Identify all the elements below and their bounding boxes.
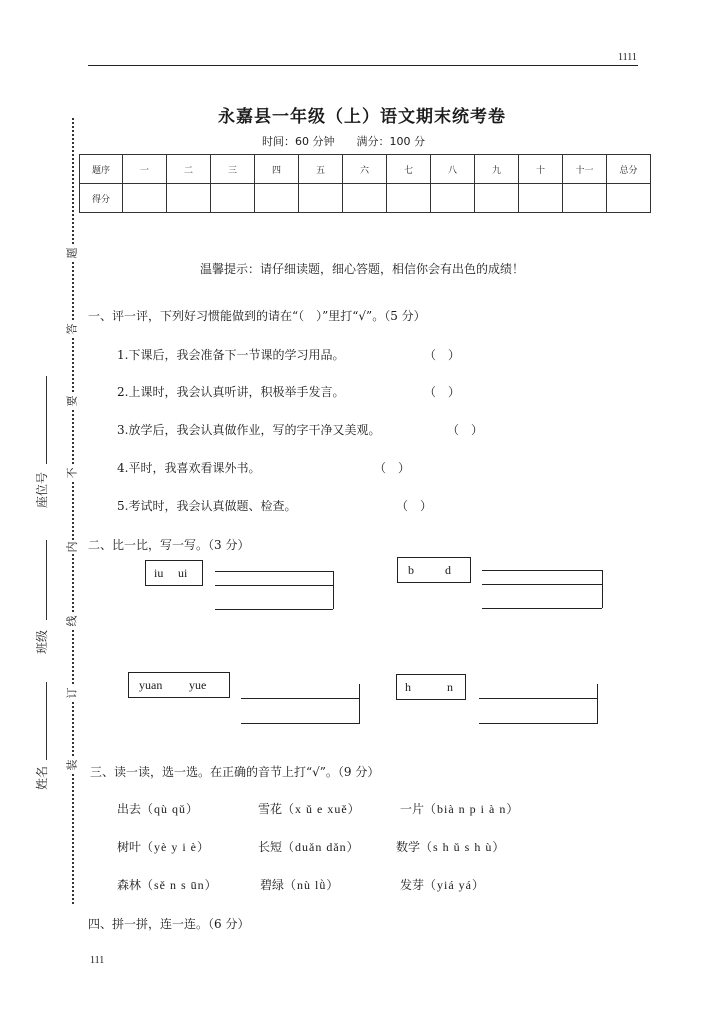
section-1-item-3: 3.放学后，我会认真做作业，写的字干净又美观。 <box>117 423 381 437</box>
exam-title-row <box>0 102 724 127</box>
name-field[interactable] <box>46 682 47 760</box>
pinyin-choice-item[interactable] <box>260 876 339 893</box>
section-1-item-5: 5.考试时，我会认真做题、检查。 <box>117 499 297 513</box>
pinyin-word: 碧绿 <box>260 878 285 892</box>
score-header-cell: 总分 <box>607 155 651 184</box>
score-header-cell: 七 <box>387 155 431 184</box>
pinyin-a: b <box>408 563 414 577</box>
exam-title: 永嘉县一年级（上）语文期末统考卷 <box>218 107 506 127</box>
pinyin-choice-item[interactable] <box>396 838 505 855</box>
section-1-item-2: 2.上课时，我会认真听讲，积极举手发言。 <box>117 385 345 399</box>
pinyin-pair-box <box>128 672 230 698</box>
pinyin-options: （yè y i è） <box>141 840 211 854</box>
pinyin-a: h <box>405 680 411 694</box>
score-header-cell: 四 <box>255 155 299 184</box>
page-number-bottom: 111 <box>90 955 105 966</box>
score-header-cell: 二 <box>167 155 211 184</box>
section-1-blank-5[interactable]: （ ） <box>396 499 433 513</box>
section-1-title: 一、评一评，下列好习惯能做到的请在“（ ）”里打“√”。（5 分） <box>88 309 426 323</box>
score-header-cell: 五 <box>299 155 343 184</box>
pinyin-word: 森林 <box>117 878 142 892</box>
score-cell[interactable] <box>387 184 431 213</box>
score-cell[interactable] <box>431 184 475 213</box>
binding-char: 不 <box>65 467 78 479</box>
score-cell[interactable] <box>607 184 651 213</box>
name-label: 姓名 <box>35 765 49 790</box>
score-cell[interactable] <box>299 184 343 213</box>
score-cell[interactable] <box>563 184 607 213</box>
score-header-cell: 一 <box>123 155 167 184</box>
pinyin-choice-item[interactable] <box>400 800 519 817</box>
score-table-score-row <box>80 184 651 213</box>
pinyin-pair-box <box>396 674 466 700</box>
writing-line[interactable] <box>482 570 602 571</box>
score-cell[interactable] <box>475 184 519 213</box>
pinyin-options: （bià n p i à n） <box>424 802 520 816</box>
pinyin-b: ui <box>178 566 188 580</box>
pinyin-word: 雪花 <box>258 802 283 816</box>
score-header-cell: 六 <box>343 155 387 184</box>
score-table-header-row <box>80 155 651 184</box>
pinyin-options: （s h ǔ s h ù） <box>420 840 506 854</box>
pinyin-options: （sě n s ūn） <box>141 878 218 892</box>
binding-char: 要 <box>65 395 78 407</box>
writing-line[interactable] <box>215 609 333 610</box>
score-header-cell: 题序 <box>80 155 123 184</box>
score-cell[interactable] <box>343 184 387 213</box>
pinyin-choice-item[interactable] <box>117 838 210 855</box>
pinyin-choice-item[interactable] <box>117 876 218 893</box>
writing-line-end <box>333 571 334 609</box>
pinyin-word: 出去 <box>117 802 142 816</box>
score-cell[interactable] <box>167 184 211 213</box>
writing-line[interactable] <box>241 698 359 699</box>
binding-char: 装 <box>65 759 78 771</box>
class-label: 班级 <box>35 629 49 654</box>
pinyin-word: 发芽 <box>400 878 425 892</box>
section-3-title: 三、读一读，选一选。在正确的音节上打“√”。（9 分） <box>90 765 380 779</box>
pinyin-pair-box <box>145 560 203 586</box>
pinyin-choice-item[interactable] <box>400 876 485 893</box>
pinyin-options: （qù qǔ） <box>141 802 200 816</box>
score-header-cell: 十一 <box>563 155 607 184</box>
binding-dotted-line <box>72 118 74 904</box>
tip-row <box>0 260 724 277</box>
class-field[interactable] <box>46 540 47 620</box>
writing-line[interactable] <box>482 608 602 609</box>
pinyin-b: d <box>445 563 451 577</box>
binding-char: 题 <box>65 247 78 259</box>
tip-text: 温馨提示：请仔细读题，细心答题，相信你会有出色的成绩！ <box>199 262 524 276</box>
pinyin-word: 数学 <box>396 840 421 854</box>
writing-line-end <box>602 570 603 608</box>
score-row-label: 得分 <box>80 184 123 213</box>
pinyin-choice-item[interactable] <box>258 838 360 855</box>
pinyin-pair-box <box>397 557 471 583</box>
writing-line-end <box>597 684 598 724</box>
score-cell[interactable] <box>123 184 167 213</box>
score-header-cell: 八 <box>431 155 475 184</box>
seat-number-label: 座位号 <box>35 471 49 508</box>
header-rule <box>88 65 638 66</box>
score-cell[interactable] <box>519 184 563 213</box>
pinyin-a: iu <box>154 566 164 580</box>
score-header-cell: 九 <box>475 155 519 184</box>
exam-info <box>262 133 425 149</box>
pinyin-options: （nù lǜ） <box>284 878 340 892</box>
writing-line[interactable] <box>241 723 359 724</box>
pinyin-b: yue <box>189 678 207 692</box>
writing-line[interactable] <box>479 698 597 699</box>
pinyin-options: （yiá yá） <box>424 878 486 892</box>
section-1-blank-1[interactable]: （ ） <box>424 348 461 362</box>
section-1-blank-2[interactable]: （ ） <box>424 385 461 399</box>
pinyin-word: 一片 <box>400 802 425 816</box>
score-cell[interactable] <box>211 184 255 213</box>
pinyin-choice-item[interactable] <box>117 800 199 817</box>
binding-char: 线 <box>65 615 78 627</box>
pinyin-b: n <box>447 680 453 694</box>
pinyin-word: 长短 <box>258 840 283 854</box>
binding-char: 订 <box>65 687 78 699</box>
writing-line[interactable] <box>215 585 333 586</box>
writing-line[interactable] <box>215 571 333 572</box>
pinyin-a: yuan <box>139 678 163 692</box>
score-header-cell: 三 <box>211 155 255 184</box>
pinyin-options: （x ǔ e xuě） <box>282 802 361 816</box>
time-label: 时间：60 分钟 <box>262 135 335 148</box>
section-4-title: 四、拼一拼，连一连。（6 分） <box>88 917 250 931</box>
binding-char: 内 <box>65 541 78 553</box>
writing-line-end <box>359 684 360 724</box>
pinyin-options: （duǎn dǎn） <box>282 840 360 854</box>
section-1-item-1: 1.下课后，我会准备下一节课的学习用品。 <box>117 348 345 362</box>
page-number-top: 1111 <box>618 52 637 63</box>
section-2-title: 二、比一比，写一写。（3 分） <box>88 538 250 552</box>
writing-line[interactable] <box>479 723 597 724</box>
binding-char: 答 <box>65 323 78 335</box>
writing-line[interactable] <box>482 584 602 585</box>
score-table <box>79 154 651 213</box>
score-cell[interactable] <box>255 184 299 213</box>
section-1-blank-3[interactable]: （ ） <box>447 423 484 437</box>
section-1-item-4: 4.平时，我喜欢看课外书。 <box>117 461 261 475</box>
full-score-label: 满分：100 分 <box>356 135 425 148</box>
score-header-cell: 十 <box>519 155 563 184</box>
section-1-blank-4[interactable]: （ ） <box>374 461 411 475</box>
pinyin-word: 树叶 <box>117 840 142 854</box>
seat-number-field[interactable] <box>46 376 47 464</box>
pinyin-choice-item[interactable] <box>258 800 361 817</box>
